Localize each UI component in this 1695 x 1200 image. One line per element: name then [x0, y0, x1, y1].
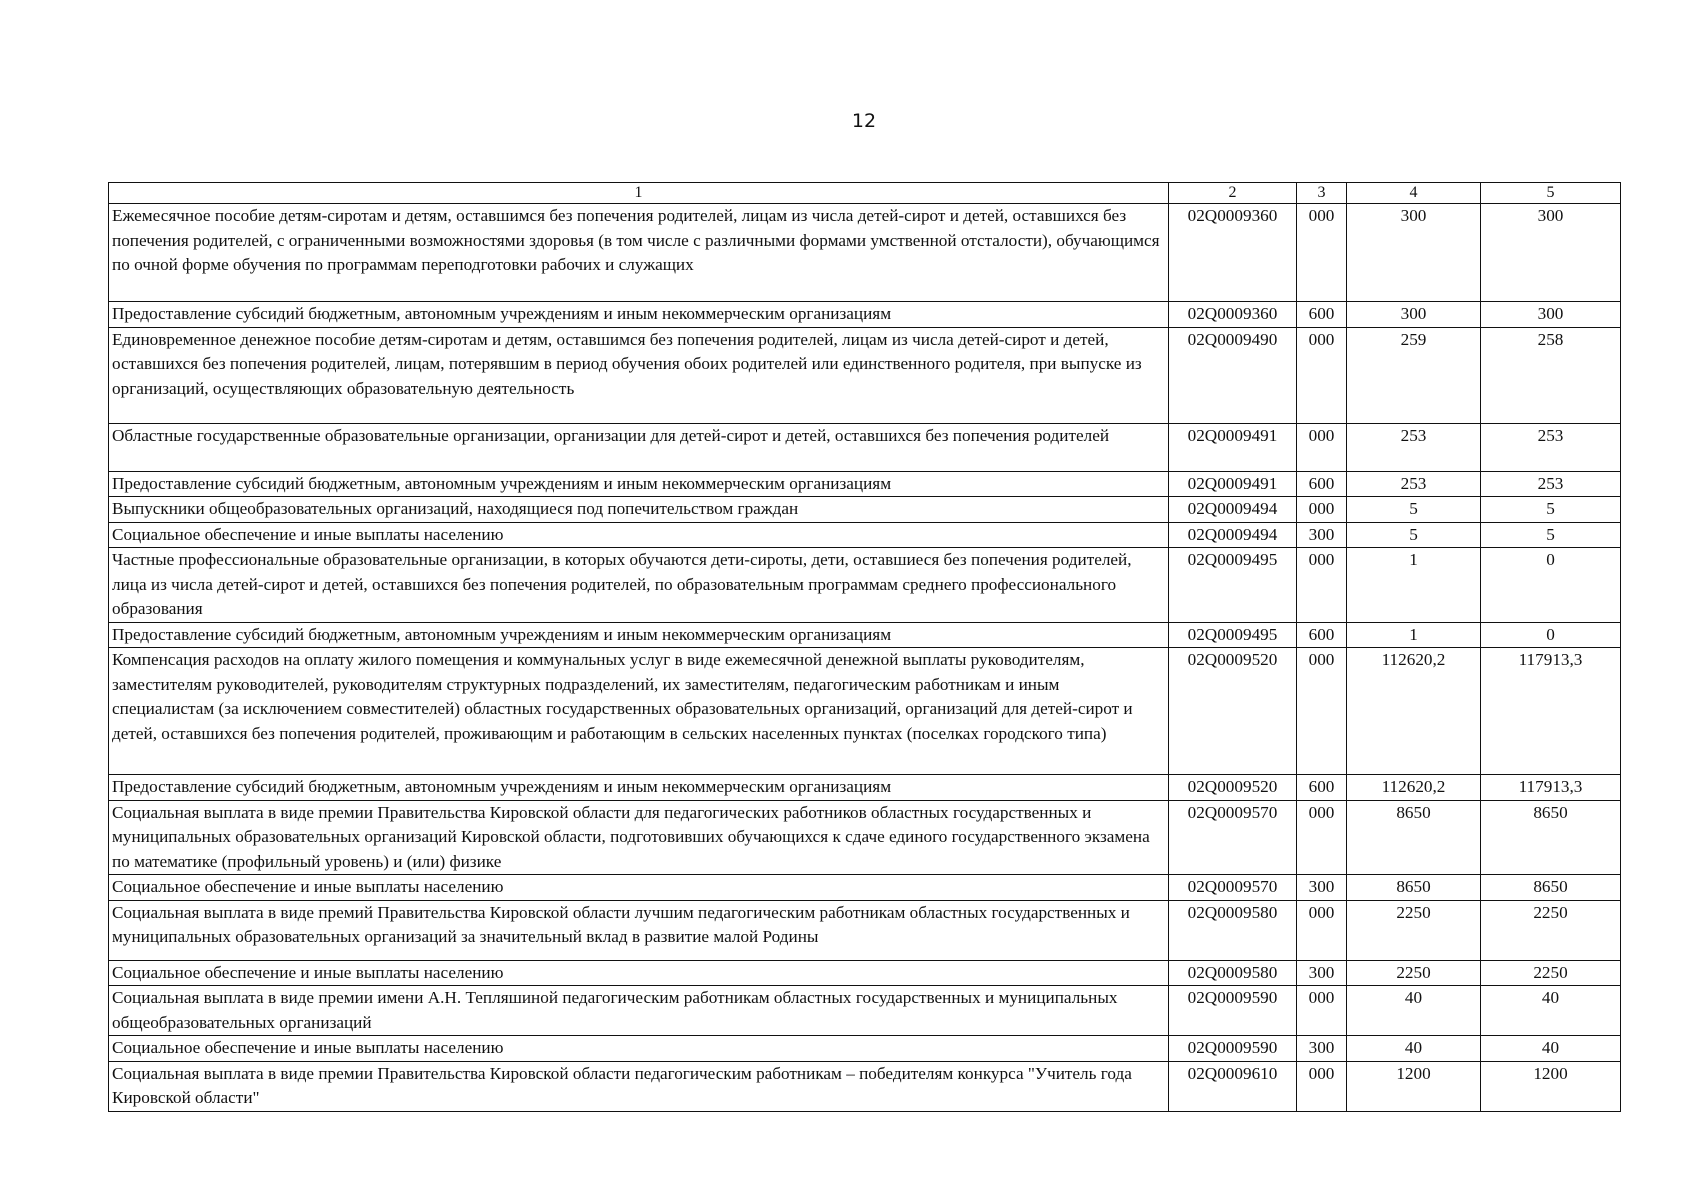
- row-value-col5: 253: [1481, 423, 1621, 471]
- row-name: Предоставление субсидий бюджетным, автономным учреждениям и иным некоммерческим организациям: [109, 471, 1169, 497]
- row-expense-type: 300: [1297, 875, 1347, 901]
- table-row: [109, 986, 1621, 1036]
- row-value-col5: 40: [1481, 1036, 1621, 1062]
- row-value-col5: 0: [1481, 548, 1621, 623]
- row-expense-type: 000: [1297, 648, 1347, 775]
- row-value-col5: 117913,3: [1481, 648, 1621, 775]
- row-expense-type: 000: [1297, 900, 1347, 960]
- row-target-code: 02Q0009494: [1169, 522, 1297, 548]
- row-expense-type: 000: [1297, 423, 1347, 471]
- row-name: Выпускники общеобразовательных организаций, находящиеся под попечительством граждан: [109, 497, 1169, 523]
- header-row: [109, 183, 1621, 204]
- row-target-code: 02Q0009494: [1169, 497, 1297, 523]
- row-value-col5: 5: [1481, 497, 1621, 523]
- row-value-col4: 5: [1347, 522, 1481, 548]
- row-name: Единовременное денежное пособие детям-сиротам и детям, оставшимся без попечения родителей, лицам из числа детей-сирот и детей, оставшихся без попечения родителей, лицам, потерявшим в период обучения обоих родителей или единственного родителя, при выпуске из организаций, осуществляющих образовательную деятельность: [109, 327, 1169, 423]
- table-row: [109, 775, 1621, 801]
- row-expense-type: 000: [1297, 1061, 1347, 1111]
- row-expense-type: 000: [1297, 204, 1347, 302]
- table-row: [109, 423, 1621, 471]
- row-name: Предоставление субсидий бюджетным, автономным учреждениям и иным некоммерческим организациям: [109, 622, 1169, 648]
- row-expense-type: 600: [1297, 775, 1347, 801]
- row-value-col5: 253: [1481, 471, 1621, 497]
- row-target-code: 02Q0009495: [1169, 622, 1297, 648]
- row-expense-type: 000: [1297, 497, 1347, 523]
- row-value-col4: 1: [1347, 622, 1481, 648]
- row-value-col5: 5: [1481, 522, 1621, 548]
- row-name: Социальная выплата в виде премии Правительства Кировской области педагогическим работникам – победителям конкурса "Учитель года Кировской области": [109, 1061, 1169, 1111]
- row-target-code: 02Q0009590: [1169, 1036, 1297, 1062]
- row-name: Частные профессиональные образовательные организации, в которых обучаются дети-сироты, дети, оставшиеся без попечения родителей, лица из числа детей-сирот и детей, оставшихся без попечения родителей, по образовательным программам среднего профессионального образования: [109, 548, 1169, 623]
- row-target-code: 02Q0009360: [1169, 302, 1297, 328]
- row-expense-type: 300: [1297, 1036, 1347, 1062]
- row-name: Социальная выплата в виде премии Правительства Кировской области для педагогических работников областных государственных и муниципальных образовательных организаций Кировской области, подготовивших обучающихся к сдаче единого государственного экзамена по математике (профильный уровень) и (или) физике: [109, 800, 1169, 875]
- column-header-1: 1: [109, 183, 1169, 204]
- row-target-code: 02Q0009360: [1169, 204, 1297, 302]
- row-value-col5: 117913,3: [1481, 775, 1621, 801]
- table-row: [109, 900, 1621, 960]
- row-expense-type: 300: [1297, 960, 1347, 986]
- row-name: Социальное обеспечение и иные выплаты населению: [109, 1036, 1169, 1062]
- row-value-col4: 2250: [1347, 960, 1481, 986]
- table-row: [109, 960, 1621, 986]
- table-row: [109, 204, 1621, 302]
- row-target-code: 02Q0009495: [1169, 548, 1297, 623]
- table-row: [109, 497, 1621, 523]
- row-name: Социальное обеспечение и иные выплаты населению: [109, 875, 1169, 901]
- table-row: [109, 302, 1621, 328]
- column-header-3: 3: [1297, 183, 1347, 204]
- column-header-5: 5: [1481, 183, 1621, 204]
- row-value-col4: 300: [1347, 302, 1481, 328]
- row-target-code: 02Q0009580: [1169, 960, 1297, 986]
- row-value-col5: 8650: [1481, 875, 1621, 901]
- budget-table: [108, 182, 1621, 1112]
- row-value-col5: 2250: [1481, 960, 1621, 986]
- row-target-code: 02Q0009520: [1169, 648, 1297, 775]
- row-value-col5: 300: [1481, 302, 1621, 328]
- row-value-col5: 1200: [1481, 1061, 1621, 1111]
- row-target-code: 02Q0009491: [1169, 423, 1297, 471]
- row-name: Компенсация расходов на оплату жилого помещения и коммунальных услуг в виде ежемесячной денежной выплаты руководителям, заместителям руководителей, руководителям структурных подразделений, их заместителям, педагогическим работникам и иным специалистам (за исключением совместителей) областных государственных образовательных организаций, организаций для детей-сирот и детей, оставшихся без попечения родителей, проживающим и работающим в сельских населенных пунктах (поселках городского типа): [109, 648, 1169, 775]
- table-row: [109, 1036, 1621, 1062]
- row-value-col4: 1200: [1347, 1061, 1481, 1111]
- row-target-code: 02Q0009580: [1169, 900, 1297, 960]
- row-name: Социальная выплата в виде премий Правительства Кировской области лучшим педагогическим работникам областных государственных и муниципальных образовательных организаций за значительный вклад в развитие малой Родины: [109, 900, 1169, 960]
- row-expense-type: 300: [1297, 522, 1347, 548]
- page-number: 12: [851, 110, 877, 132]
- table-row: [109, 327, 1621, 423]
- row-target-code: 02Q0009570: [1169, 800, 1297, 875]
- table-row: [109, 1061, 1621, 1111]
- table-row: [109, 622, 1621, 648]
- row-value-col4: 2250: [1347, 900, 1481, 960]
- table-row: [109, 875, 1621, 901]
- row-value-col4: 112620,2: [1347, 648, 1481, 775]
- table-row: [109, 471, 1621, 497]
- table-row: [109, 800, 1621, 875]
- row-value-col4: 112620,2: [1347, 775, 1481, 801]
- row-value-col5: 300: [1481, 204, 1621, 302]
- row-value-col4: 8650: [1347, 875, 1481, 901]
- table-row: [109, 522, 1621, 548]
- row-name: Предоставление субсидий бюджетным, автономным учреждениям и иным некоммерческим организациям: [109, 302, 1169, 328]
- row-value-col5: 2250: [1481, 900, 1621, 960]
- row-target-code: 02Q0009570: [1169, 875, 1297, 901]
- row-value-col5: 40: [1481, 986, 1621, 1036]
- row-value-col4: 5: [1347, 497, 1481, 523]
- table-row: [109, 648, 1621, 775]
- table-row: [109, 548, 1621, 623]
- row-name: Ежемесячное пособие детям-сиротам и детям, оставшимся без попечения родителей, лицам из числа детей-сирот и детей, оставшихся без попечения родителей, с ограниченными возможностями здоровья (в том числе с различными формами умственной отсталости), обучающимся по очной форме обучения по программам переподготовки рабочих и служащих: [109, 204, 1169, 302]
- row-value-col4: 40: [1347, 986, 1481, 1036]
- row-expense-type: 600: [1297, 622, 1347, 648]
- row-value-col4: 8650: [1347, 800, 1481, 875]
- row-value-col4: 1: [1347, 548, 1481, 623]
- row-expense-type: 000: [1297, 800, 1347, 875]
- row-value-col4: 253: [1347, 471, 1481, 497]
- row-expense-type: 600: [1297, 302, 1347, 328]
- row-value-col5: 258: [1481, 327, 1621, 423]
- row-expense-type: 000: [1297, 327, 1347, 423]
- row-value-col5: 8650: [1481, 800, 1621, 875]
- row-target-code: 02Q0009590: [1169, 986, 1297, 1036]
- column-header-4: 4: [1347, 183, 1481, 204]
- row-value-col4: 259: [1347, 327, 1481, 423]
- row-expense-type: 000: [1297, 986, 1347, 1036]
- row-name: Предоставление субсидий бюджетным, автономным учреждениям и иным некоммерческим организациям: [109, 775, 1169, 801]
- row-value-col4: 40: [1347, 1036, 1481, 1062]
- row-target-code: 02Q0009490: [1169, 327, 1297, 423]
- row-name: Социальное обеспечение и иные выплаты населению: [109, 522, 1169, 548]
- row-name: Областные государственные образовательные организации, организации для детей-сирот и детей, оставшихся без попечения родителей: [109, 423, 1169, 471]
- row-target-code: 02Q0009491: [1169, 471, 1297, 497]
- row-expense-type: 600: [1297, 471, 1347, 497]
- row-value-col5: 0: [1481, 622, 1621, 648]
- row-target-code: 02Q0009520: [1169, 775, 1297, 801]
- row-target-code: 02Q0009610: [1169, 1061, 1297, 1111]
- row-value-col4: 300: [1347, 204, 1481, 302]
- row-name: Социальное обеспечение и иные выплаты населению: [109, 960, 1169, 986]
- row-value-col4: 253: [1347, 423, 1481, 471]
- column-header-2: 2: [1169, 183, 1297, 204]
- row-name: Социальная выплата в виде премии имени А.Н. Тепляшиной педагогическим работникам областных государственных и муниципальных общеобразовательных организаций: [109, 986, 1169, 1036]
- row-expense-type: 000: [1297, 548, 1347, 623]
